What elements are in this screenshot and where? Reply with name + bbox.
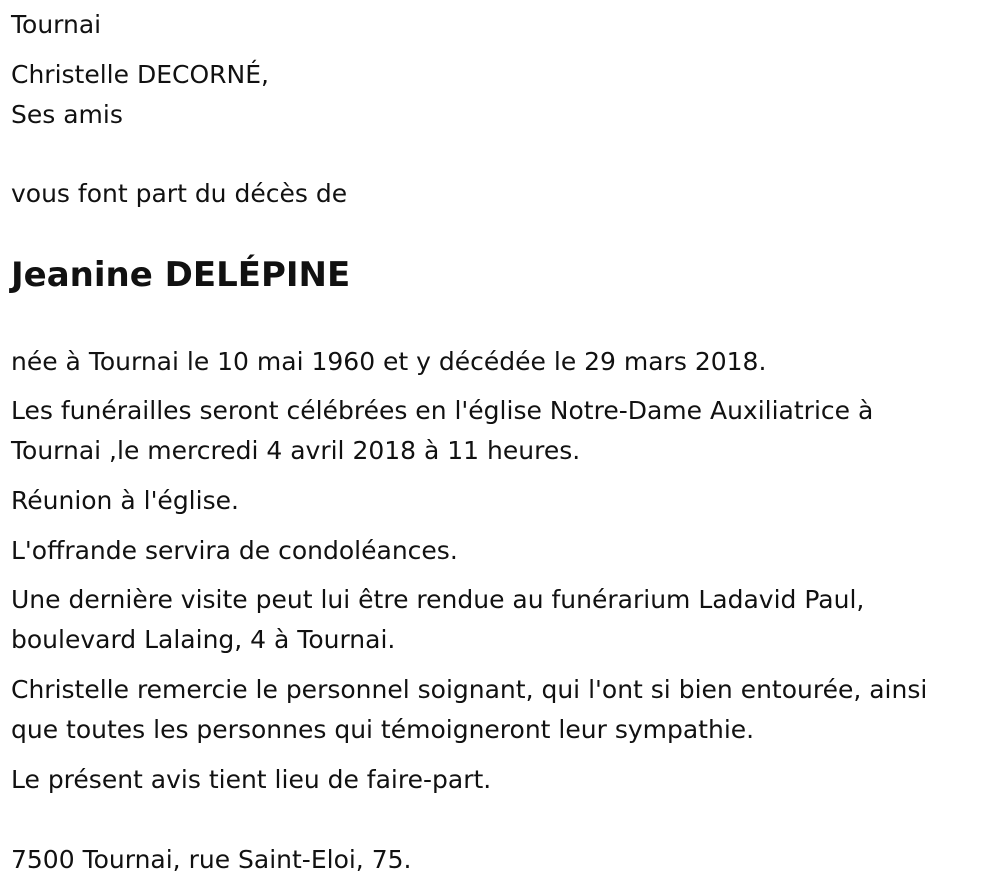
thanks-line-2: que toutes les personnes qui témoigneront leur sympathie. [11, 715, 755, 744]
thanks-line-1: Christelle remercie le personnel soignant, qui l'ont si bien entourée, ainsi [11, 675, 928, 704]
gathering-line: Réunion à l'église. [11, 486, 239, 515]
closing-line: Le présent avis tient lieu de faire-part. [11, 765, 492, 794]
announcement-text: vous font part du décès de [11, 179, 348, 208]
address-line: 7500 Tournai, rue Saint-Eloi, 75. [11, 845, 412, 874]
offering-line: L'offrande servira de condoléances. [11, 536, 458, 565]
city-line: Tournai [11, 10, 102, 39]
funeral-line-1: Les funérailles seront célébrées en l'église Notre-Dame Auxiliatrice à [11, 396, 874, 425]
birth-death-line: née à Tournai le 10 mai 1960 et y décédée le 29 mars 2018. [11, 347, 767, 376]
family-line-1: Christelle DECORNÉ, [11, 60, 269, 89]
visit-line-2: boulevard Lalaing, 4 à Tournai. [11, 625, 396, 654]
family-line-2: Ses amis [11, 100, 123, 129]
funeral-line-2: Tournai ,le mercredi 4 avril 2018 à 11 heures. [11, 436, 581, 465]
deceased-name: Jeanine DELÉPINE [11, 255, 351, 295]
visit-line-1: Une dernière visite peut lui être rendue au funérarium Ladavid Paul, [11, 585, 865, 614]
